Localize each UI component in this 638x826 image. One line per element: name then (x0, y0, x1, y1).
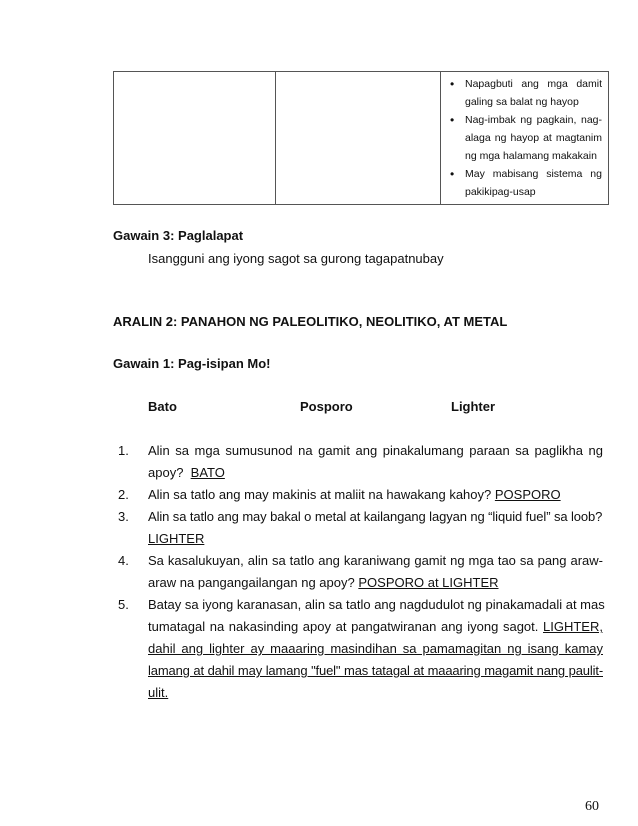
question-line: Sa kasalukuyan, alin sa tatlo ang karaniwang gamit ng mga tao sa pang araw- (148, 553, 603, 568)
summary-table (113, 71, 609, 205)
item-bato: Bato (148, 399, 177, 414)
question-text: araw na pangangailangan ng apoy? (148, 575, 355, 590)
item-posporo: Posporo (300, 399, 353, 414)
bullet-line: Nag-imbak ng pagkain, nag- (465, 114, 602, 126)
question-number: 5. (118, 597, 129, 612)
bullet-icon: • (450, 167, 455, 181)
table-cell-bullets (441, 72, 608, 204)
bullet-line: ng mga halamang makakain (465, 150, 597, 162)
bullet-icon: • (450, 113, 455, 127)
question-number: 3. (118, 509, 129, 524)
aralin2-heading: ARALIN 2: PANAHON NG PALEOLITIKO, NEOLITIKO, AT METAL (113, 314, 508, 329)
bullet-line: pakikipag-usap (465, 186, 536, 198)
question-line-with-answer (148, 575, 603, 591)
question-text: Alin sa tatlo ang may makinis at maliit na hawakang kahoy? (148, 487, 492, 502)
bullet-line: May mabisang sistema ng (465, 168, 602, 180)
question-text: apoy? (148, 465, 184, 480)
bullet-line: Napagbuti ang mga damit (465, 78, 602, 90)
bullet-line: galing sa balat ng hayop (465, 96, 579, 108)
answer-line: ulit. (148, 685, 169, 700)
question-text: tumatagal na nakasinding apoy at pangatwiranan ang iyong sagot. (148, 619, 539, 634)
question-line: Alin sa mga sumusunod na gamit ang pinakalumang paraan sa paglikha ng (148, 443, 603, 458)
gawain3-heading: Gawain 3: Paglalapat (113, 228, 244, 243)
gawain3-text: Isangguni ang iyong sagot sa gurong tagapatnubay (148, 251, 444, 266)
answer-line: dahil ang lighter ay maaaring masindihan sa pamamagitan ng isang kamay (148, 641, 603, 656)
answer-text: POSPORO (494, 487, 561, 502)
question-line: Batay sa iyong karanasan, alin sa tatlo ang nagdudulot ng pinakamadali at mas (148, 597, 605, 612)
question-line-with-answer (148, 487, 603, 503)
answer-text: POSPORO at LIGHTER (358, 575, 499, 590)
answer-text: LIGHTER, (543, 619, 603, 634)
question-line: Alin sa tatlo ang may bakal o metal at kailangang lagyan ng “liquid fuel” sa loob? (148, 509, 603, 524)
answer-line (148, 531, 603, 547)
question-number: 2. (118, 487, 129, 502)
page-number: 60 (585, 799, 599, 814)
question-number: 4. (118, 553, 129, 568)
question-line-with-answer (148, 619, 603, 635)
question-line-with-answer (148, 465, 603, 481)
gawain1-heading: Gawain 1: Pag-isipan Mo! (113, 356, 271, 371)
table-divider (275, 72, 276, 204)
answer-line: lamang at dahil may lamang "fuel" mas tatagal at maaaring magamit nang paulit- (148, 663, 603, 678)
bullet-line: alaga ng hayop at magtanim (465, 132, 602, 144)
answer-text: LIGHTER (148, 531, 205, 546)
answer-text: BATO (190, 465, 225, 480)
question-number: 1. (118, 443, 129, 458)
bullet-icon: • (450, 77, 455, 91)
item-lighter: Lighter (451, 399, 496, 414)
